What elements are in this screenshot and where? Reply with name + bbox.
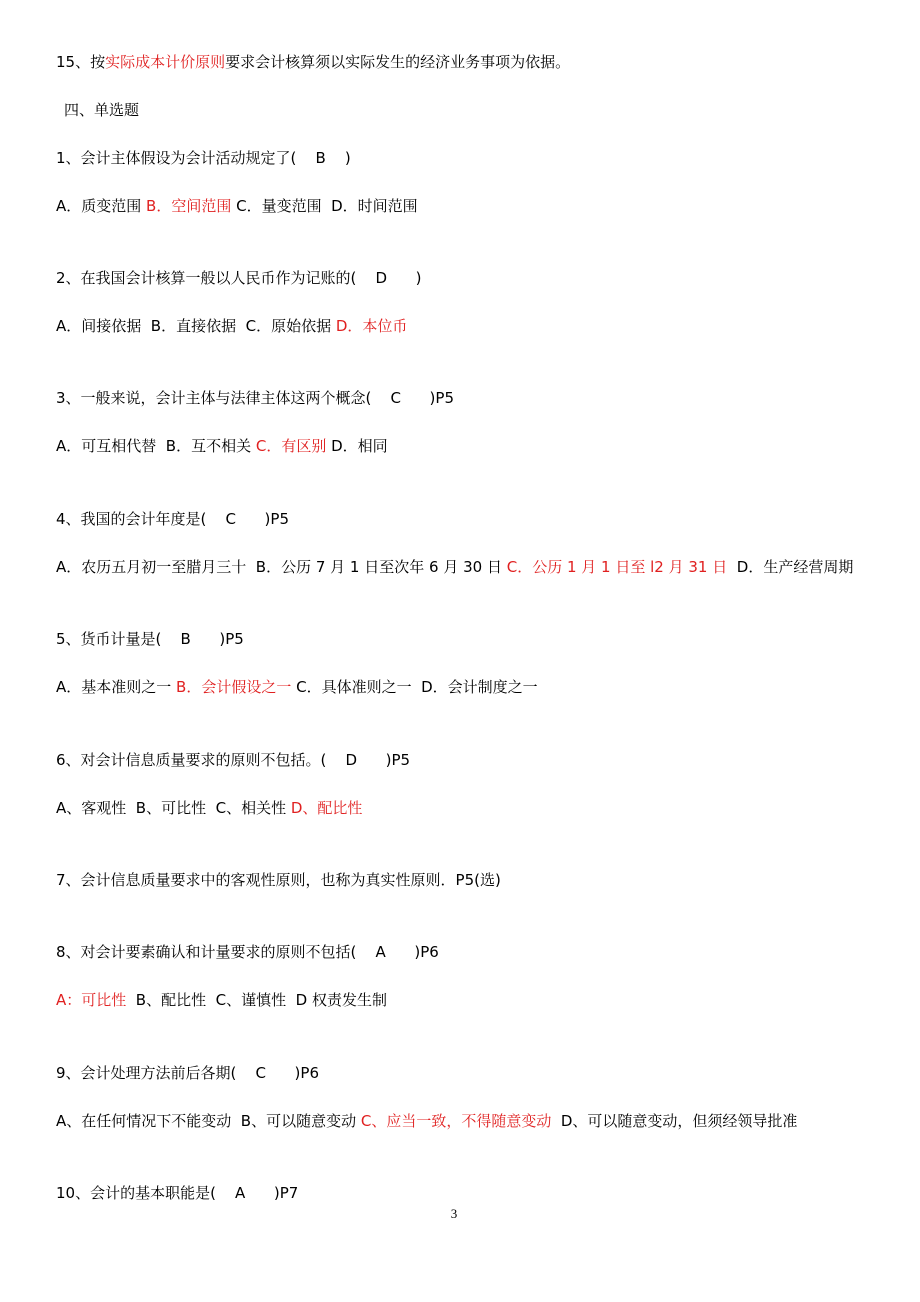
text-line bbox=[56, 750, 410, 770]
text-line bbox=[56, 196, 418, 216]
text-segment: 10、会计的基本职能是( A )P7 bbox=[56, 1184, 299, 1202]
text-segment: B、配比性 C、谨慎性 D 权责发生制 bbox=[126, 991, 387, 1009]
text-line bbox=[64, 100, 139, 120]
highlighted-answer: C．公历 1 月 1 日至 l2 月 31 日 bbox=[506, 558, 728, 576]
highlighted-answer: C、应当一致，不得随意变动 bbox=[360, 1112, 552, 1130]
highlighted-answer: D、配比性 bbox=[290, 799, 363, 817]
text-line bbox=[56, 1063, 319, 1083]
highlighted-answer: 实际成本计价原则 bbox=[105, 53, 226, 71]
text-segment: 2、在我国会计核算一般以人民币作为记账的( D ) bbox=[56, 269, 422, 287]
highlighted-answer: B．空间范围 bbox=[146, 197, 232, 215]
text-segment: C．具体准则之一 D．会计制度之一 bbox=[291, 678, 538, 696]
text-line bbox=[56, 629, 244, 649]
page-number: 3 bbox=[450, 1206, 458, 1221]
text-line bbox=[56, 268, 421, 288]
text-line bbox=[56, 316, 407, 336]
text-line bbox=[56, 677, 538, 697]
text-line bbox=[56, 1111, 797, 1131]
text-segment: A．间接依据 B．直接依据 C．原始依据 bbox=[56, 317, 336, 335]
text-line bbox=[56, 388, 454, 408]
text-line bbox=[56, 52, 570, 72]
text-segment: 4、我国的会计年度是( C )P5 bbox=[56, 510, 289, 528]
text-segment: 8、对会计要素确认和计量要求的原则不包括( A )P6 bbox=[56, 943, 439, 961]
text-segment: A．可互相代替 B．互不相关 bbox=[56, 437, 256, 455]
text-segment: 9、会计处理方法前后各期( C )P6 bbox=[56, 1064, 319, 1082]
text-segment: A、客观性 B、可比性 C、相关性 bbox=[56, 799, 291, 817]
text-segment: D、可以随意变动，但须经领导批准 bbox=[551, 1112, 798, 1130]
text-segment: A．基本准则之一 bbox=[56, 678, 177, 696]
text-segment: 6、对会计信息质量要求的原则不包括。( D )P5 bbox=[56, 751, 411, 769]
text-segment: 四、单选题 bbox=[64, 101, 140, 119]
text-segment: 7、会计信息质量要求中的客观性原则，也称为真实性原则．P5(选) bbox=[56, 871, 501, 889]
text-segment: C．量变范围 D．时间范围 bbox=[231, 197, 418, 215]
text-line bbox=[56, 557, 853, 577]
text-segment: A．农历五月初一至腊月三十 B．公历 7 月 1 日至次年 6 月 30 日 bbox=[56, 558, 507, 576]
text-line bbox=[56, 436, 388, 456]
text-line bbox=[56, 942, 439, 962]
text-line bbox=[56, 870, 501, 890]
text-segment: A、在任何情况下不能变动 B、可以随意变动 bbox=[56, 1112, 361, 1130]
text-segment: 15、按 bbox=[56, 53, 106, 71]
text-segment: 5、货币计量是( B )P5 bbox=[56, 630, 244, 648]
text-segment: D．生产经营周期 bbox=[727, 558, 854, 576]
text-line bbox=[56, 990, 387, 1010]
text-line bbox=[56, 509, 289, 529]
text-line bbox=[56, 798, 362, 818]
text-segment: D．相同 bbox=[326, 437, 388, 455]
highlighted-answer: C．有区别 bbox=[255, 437, 327, 455]
text-segment: A．质变范围 bbox=[56, 197, 147, 215]
highlighted-answer: D．本位币 bbox=[335, 317, 408, 335]
text-segment: 要求会计核算须以实际发生的经济业务事项为依据。 bbox=[225, 53, 571, 71]
text-segment: 3、一般来说，会计主体与法律主体这两个概念( C )P5 bbox=[56, 389, 454, 407]
text-segment: 1、会计主体假设为会计活动规定了( B ) bbox=[56, 149, 351, 167]
text-line bbox=[56, 148, 351, 168]
highlighted-answer: B．会计假设之一 bbox=[176, 678, 292, 696]
text-line bbox=[56, 1183, 298, 1203]
highlighted-answer: A：可比性 bbox=[56, 991, 127, 1009]
